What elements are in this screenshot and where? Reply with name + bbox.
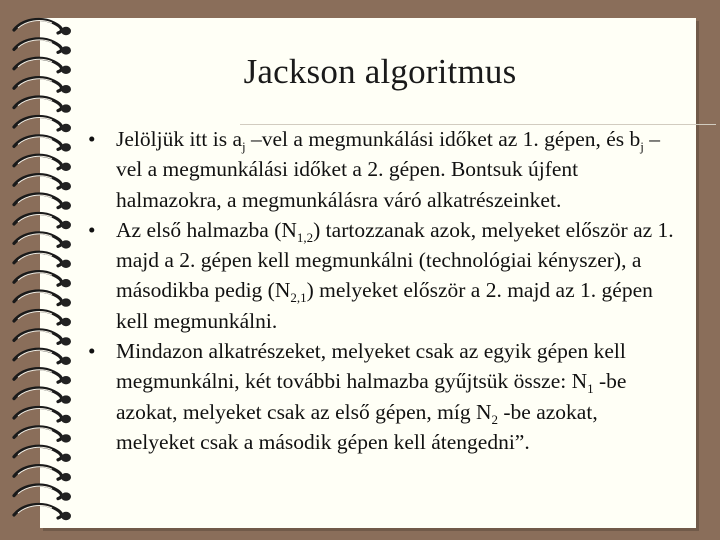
subscript-text: j (640, 139, 644, 154)
bullet-text: –vel a megmunkálási időket a 2. gépen. Bontsuk újfent halmazokra, a megmunkálásra váró alkatrészeinket. (116, 127, 661, 212)
spiral-coil (14, 19, 71, 35)
spiral-coil (14, 194, 71, 210)
bullet-text: –vel a megmunkálási időket az 1. gépen, és b (245, 127, 641, 151)
subscript-text: 1,2 (296, 229, 314, 245)
bullet-text: Mindazon alkatrészeket, melyeket csak az egyik gépen kell megmunkálni, két további halmazba gyűjtsük össze: N (116, 339, 626, 394)
bullet-text: ) melyeket először a 2. majd az 1. gépen kell megmunkálni. (116, 278, 653, 333)
bullet-text: -be azokat, melyeket csak az első gépen, míg N (116, 369, 627, 424)
spiral-coil (14, 155, 71, 171)
spiral-coil (14, 175, 71, 191)
bullet-text: ) tartozzanak azok, melyeket először az 1. majd a 2. gépen kell megmunkálni (technológiai kényszer), a másodikba pedig (N (116, 217, 674, 303)
spiral-coil (14, 407, 71, 423)
spiral-coil (14, 310, 71, 326)
spiral-coil (14, 272, 71, 288)
subscript-text: 2 (491, 411, 499, 427)
spiral-coil (14, 349, 71, 365)
bullet-list (88, 124, 680, 457)
bullet-dot: • (88, 339, 96, 364)
spiral-coil (14, 97, 71, 113)
bullet-item (88, 215, 680, 336)
spiral-coil (14, 485, 71, 501)
spiral-coil (14, 466, 71, 482)
bullet-dot: • (88, 217, 96, 242)
bullet-dot: • (88, 127, 96, 151)
bullet-item (88, 336, 680, 457)
spiral-coil (14, 369, 71, 385)
spiral-coil (14, 136, 71, 152)
subscript-text: 1 (587, 381, 594, 397)
spiral-binding-icon (10, 14, 82, 534)
spiral-coil (14, 446, 71, 462)
bullet-text: -be azokat, melyeket csak a második gépen kell átengedni”. (116, 399, 598, 454)
bullet-text: Jelöljük itt is a (116, 127, 243, 151)
spiral-coil (14, 213, 71, 229)
spiral-coil (14, 116, 71, 132)
spiral-coil (14, 330, 71, 346)
spiral-coil (14, 504, 71, 520)
spiral-coil (14, 252, 71, 268)
subscript-text: j (242, 139, 246, 154)
slide-title: Jackson algoritmus (243, 52, 517, 91)
spiral-coil (14, 233, 71, 249)
spiral-coil (14, 291, 71, 307)
bullet-item (88, 124, 680, 215)
bullet-text: Az első halmazba (N (116, 217, 297, 242)
spiral-coil (14, 388, 71, 404)
spiral-coil (14, 427, 71, 443)
subscript-text: 2,1 (290, 290, 307, 306)
